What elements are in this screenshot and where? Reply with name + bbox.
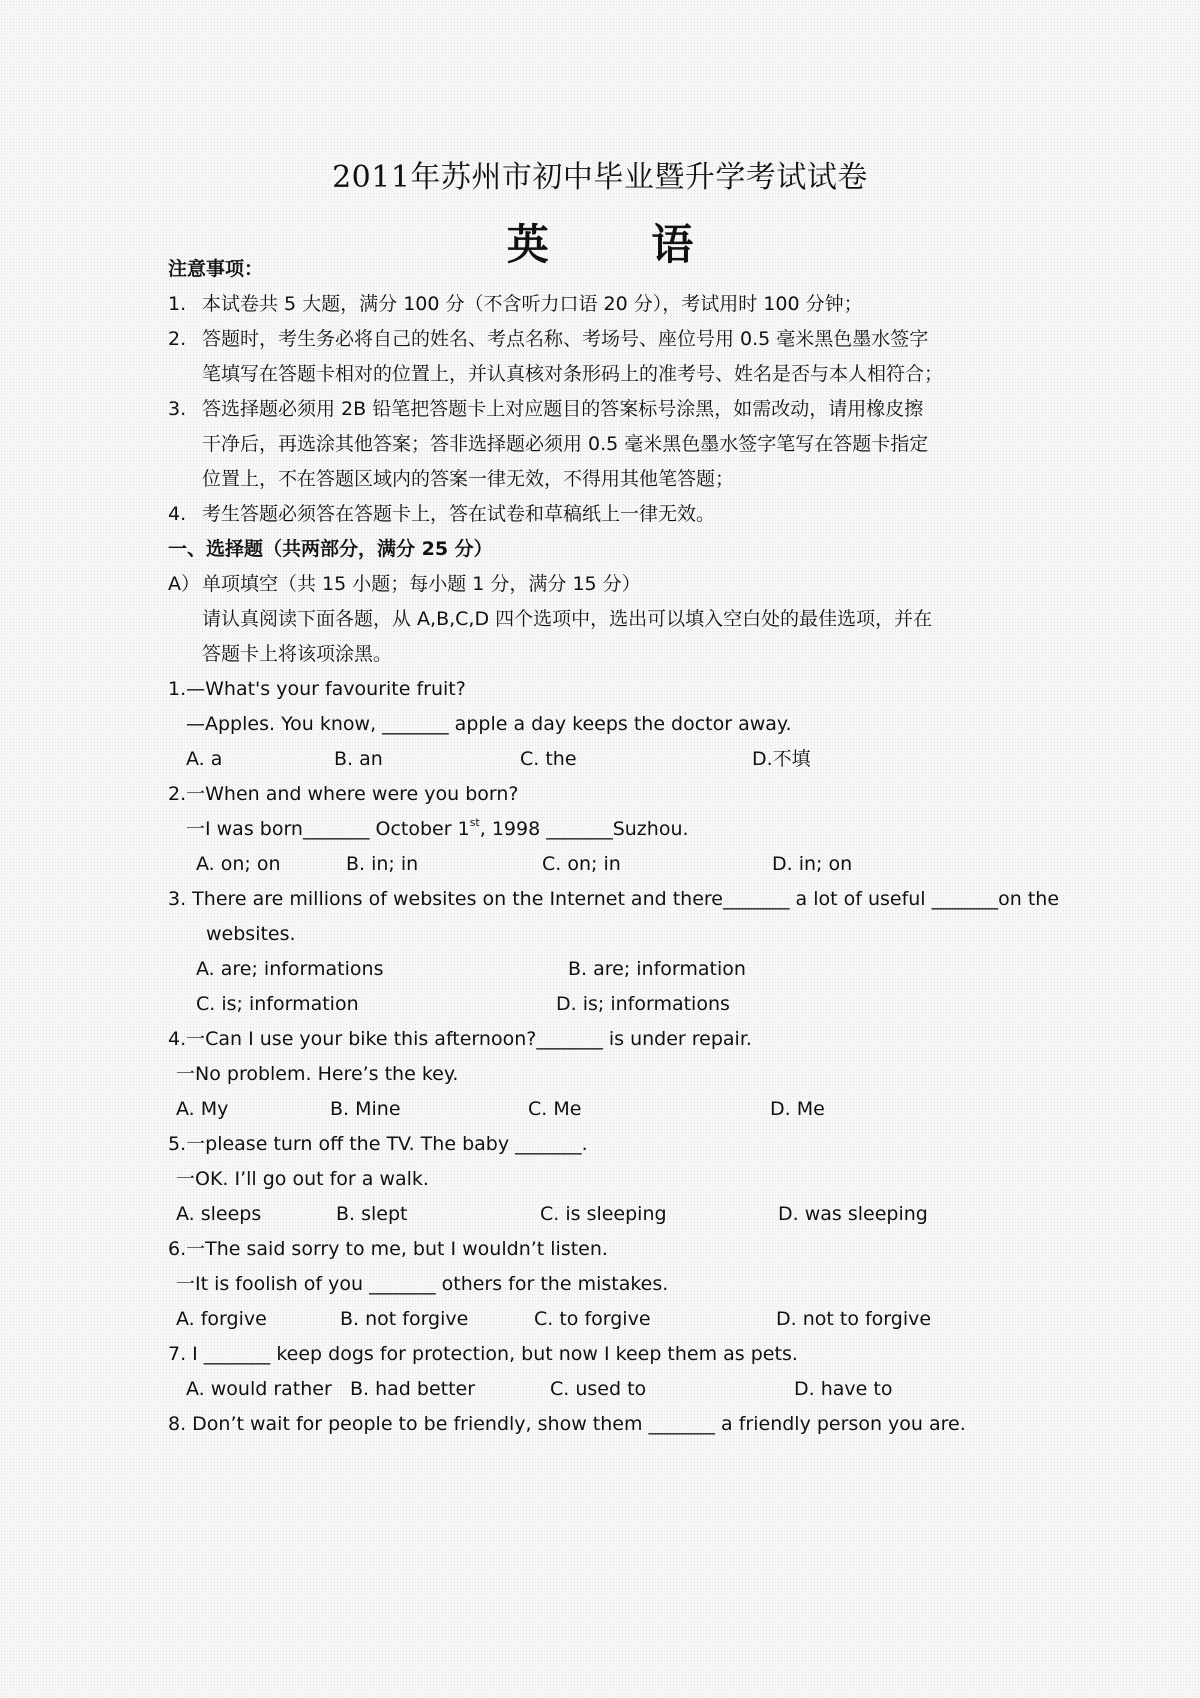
note-2-line-1: 答题时，考生务必将自己的姓名、考点名称、考场号、座位号用 0.5 毫米黑色墨水签字 xyxy=(202,328,929,350)
question-7-option-c: C. used to xyxy=(550,1378,647,1400)
note-2-line-2: 笔填写在答题卡相对的位置上，并认真核对条形码上的准考号、姓名是否与本人相符合； xyxy=(202,363,944,385)
question-1-option-a: A. a xyxy=(186,748,223,770)
question-1-option-b: B. an xyxy=(334,748,383,770)
question-3-option-c: C. is; information xyxy=(196,993,359,1015)
note-4-num: 4. xyxy=(168,503,187,525)
question-2-option-b: B. in; in xyxy=(346,853,419,875)
exam-title: 2011年苏州市初中毕业暨升学考试试卷 xyxy=(332,160,868,195)
question-1-option-c: C. the xyxy=(520,748,577,770)
question-3-option-b: B. are; information xyxy=(568,958,746,980)
question-2-option-c: C. on; in xyxy=(542,853,621,875)
note-3-line-1: 答选择题必须用 2B 铅笔把答题卡上对应题目的答案标号涂黑，如需改动，请用橡皮擦 xyxy=(202,398,924,420)
note-1-line-1: 本试卷共 5 大题，满分 100 分（不含听力口语 20 分），考试用时 100 分钟； xyxy=(202,293,863,315)
question-5-line-2: 一OK. I’ll go out for a walk. xyxy=(176,1168,429,1190)
question-6-option-b: B. not forgive xyxy=(340,1308,469,1330)
question-8-line-1: 8. Don’t wait for people to be friendly, show them _______ a friendly person you are. xyxy=(168,1413,966,1435)
question-4-option-a: A. My xyxy=(176,1098,229,1120)
question-1-line-1: 1.—What's your favourite fruit? xyxy=(168,678,466,700)
question-4-option-d: D. Me xyxy=(770,1098,825,1120)
question-4-option-c: C. Me xyxy=(528,1098,582,1120)
section-1-heading: 一、选择题（共两部分，满分 25 分） xyxy=(168,538,493,560)
part-a-instructions-1: 请认真阅读下面各题，从 A,B,C,D 四个选项中，选出可以填入空白处的最佳选项，并在 xyxy=(202,608,933,630)
question-3-option-a: A. are; informations xyxy=(196,958,384,980)
question-2-line-2 xyxy=(186,816,689,842)
part-a-label: A） xyxy=(168,573,200,595)
question-7-option-b: B. had better xyxy=(350,1378,476,1400)
note-4-line-1: 考生答题必须答在答题卡上，答在试卷和草稿纸上一律无效。 xyxy=(202,503,716,525)
question-2-superscript: st xyxy=(469,816,480,829)
part-a-instructions-2: 答题卡上将该项涂黑。 xyxy=(202,643,393,665)
notes-heading: 注意事项： xyxy=(168,258,264,280)
question-5-option-c: C. is sleeping xyxy=(540,1203,667,1225)
question-7-option-d: D. have to xyxy=(794,1378,893,1400)
question-5-option-d: D. was sleeping xyxy=(778,1203,928,1225)
note-3-num: 3. xyxy=(168,398,187,420)
question-1-option-d: D.不填 xyxy=(752,748,811,770)
question-4-line-1: 4.一Can I use your bike this afternoon?_______ is under repair. xyxy=(168,1028,752,1050)
note-3-line-2: 干净后，再选涂其他答案；答非选择题必须用 0.5 毫米黑色墨水签字笔写在答题卡指定 xyxy=(202,433,929,455)
question-4-line-2: 一No problem. Here’s the key. xyxy=(176,1063,459,1085)
question-3-line-1: 3. There are millions of websites on the Internet and there_______ a lot of useful _______on the xyxy=(168,888,1060,910)
question-7-option-a: A. would rather xyxy=(186,1378,332,1400)
question-1-line-2: —Apples. You know, _______ apple a day keeps the doctor away. xyxy=(186,713,792,735)
question-5-option-a: A. sleeps xyxy=(176,1203,262,1225)
question-6-line-2: 一It is foolish of you _______ others for the mistakes. xyxy=(176,1273,669,1295)
note-3-line-3: 位置上，不在答题区域内的答案一律无效，不得用其他笔答题； xyxy=(202,468,735,490)
part-a-title: 单项填空（共 15 小题；每小题 1 分，满分 15 分） xyxy=(202,573,641,595)
question-2-line-2-text: 一I was born_______ October 1 xyxy=(186,818,470,840)
question-3-line-2: websites. xyxy=(206,923,296,945)
question-5-line-1: 5.一please turn off the TV. The baby _______. xyxy=(168,1133,588,1155)
question-3-option-d: D. is; informations xyxy=(556,993,730,1015)
question-2-line-2-tail: , 1998 _______Suzhou. xyxy=(479,818,689,840)
question-7-line-1: 7. I _______ keep dogs for protection, but now I keep them as pets. xyxy=(168,1343,798,1365)
question-6-line-1: 6.一The said sorry to me, but I wouldn’t listen. xyxy=(168,1238,608,1260)
question-5-option-b: B. slept xyxy=(336,1203,408,1225)
question-2-option-d: D. in; on xyxy=(772,853,853,875)
question-2-line-1: 2.一When and where were you born? xyxy=(168,783,519,805)
question-6-option-d: D. not to forgive xyxy=(776,1308,932,1330)
question-2-option-a: A. on; on xyxy=(196,853,281,875)
question-6-option-c: C. to forgive xyxy=(534,1308,651,1330)
question-4-option-b: B. Mine xyxy=(330,1098,401,1120)
subject-title: 英 语 xyxy=(506,220,738,269)
question-6-option-a: A. forgive xyxy=(176,1308,267,1330)
note-1-num: 1. xyxy=(168,293,187,315)
note-2-num: 2. xyxy=(168,328,187,350)
